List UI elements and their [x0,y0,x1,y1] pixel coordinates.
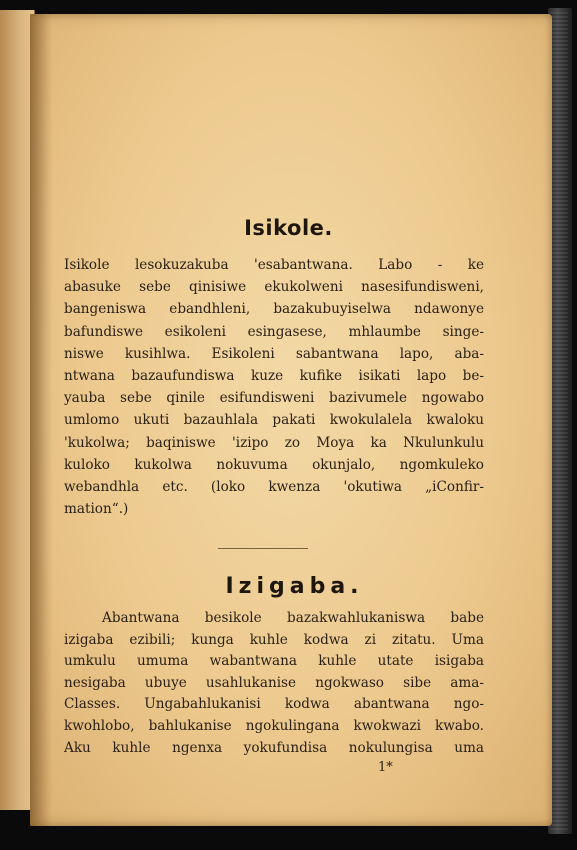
text-line: niswe kusihlwa. Esikoleni sabantwana lapo, aba- [64,345,484,362]
text-line: kwohlobo, bahlukanise ngokulingana kwokwazi kwabo. [64,717,484,734]
text-line: Abantwana besikole bazakwahlukaniswa babe [102,610,484,626]
cover-texture [550,12,568,830]
text-line: yauba sebe qinile esifundisweni bazivumele ngowabo [64,390,484,407]
text-line: umlomo ukuti bazauhlala pakati kwokulalela kwaloku [64,412,484,429]
text-line: nesigaba ubuye usahlukanise ngokwaso sibe ama- [64,674,484,691]
gutter-shadow [30,14,52,826]
text-line: mation“.) [64,501,129,518]
text-line: izigaba ezibili; kunga kuhle kodwa zi zitatu. Uma [64,631,484,648]
text-line: Classes. Ungabahlukanisi kodwa abantwana ngo- [64,696,484,713]
text-line: kuloko kukolwa nokuvuma okunjalo, ngomkuleko [64,456,484,473]
signature-mark: 1* [378,760,393,775]
text-line: 'kukolwa; baqiniswe 'izipo zo Moya ka Nkulunkulu [64,434,484,451]
text-line: Isikole lesokuzakuba 'esabantwana. Labo - ke [64,257,484,273]
text-line: ntwana bazaufundiswa kuze kufike isikati lapo be- [64,368,484,385]
section-divider [218,548,308,549]
section-title-isikole: Isikole. [244,216,333,240]
text-line: webandhla etc. (loko kwenza 'okutiwa „iConfir- [64,479,484,496]
section-body-izigaba [64,608,484,759]
text-line: umkulu umuma wabantwana kuhle utate isigaba [64,653,484,670]
text-line: abasuke sebe qinisiwe ekukolweni nasesifundisweni, [64,279,484,296]
text-line: bangeniswa ebandhleni, bazakubuyiselwa ndawonye [64,301,484,318]
section-body-isikole [64,254,484,520]
text-line: Aku kuhle ngenxa yokufundisa nokulungisa uma [64,739,484,756]
section-title-izigaba: Izigaba. [225,574,364,599]
text-line: bafundiswe esikoleni esingasese, mhlaumbe singe- [64,323,484,340]
